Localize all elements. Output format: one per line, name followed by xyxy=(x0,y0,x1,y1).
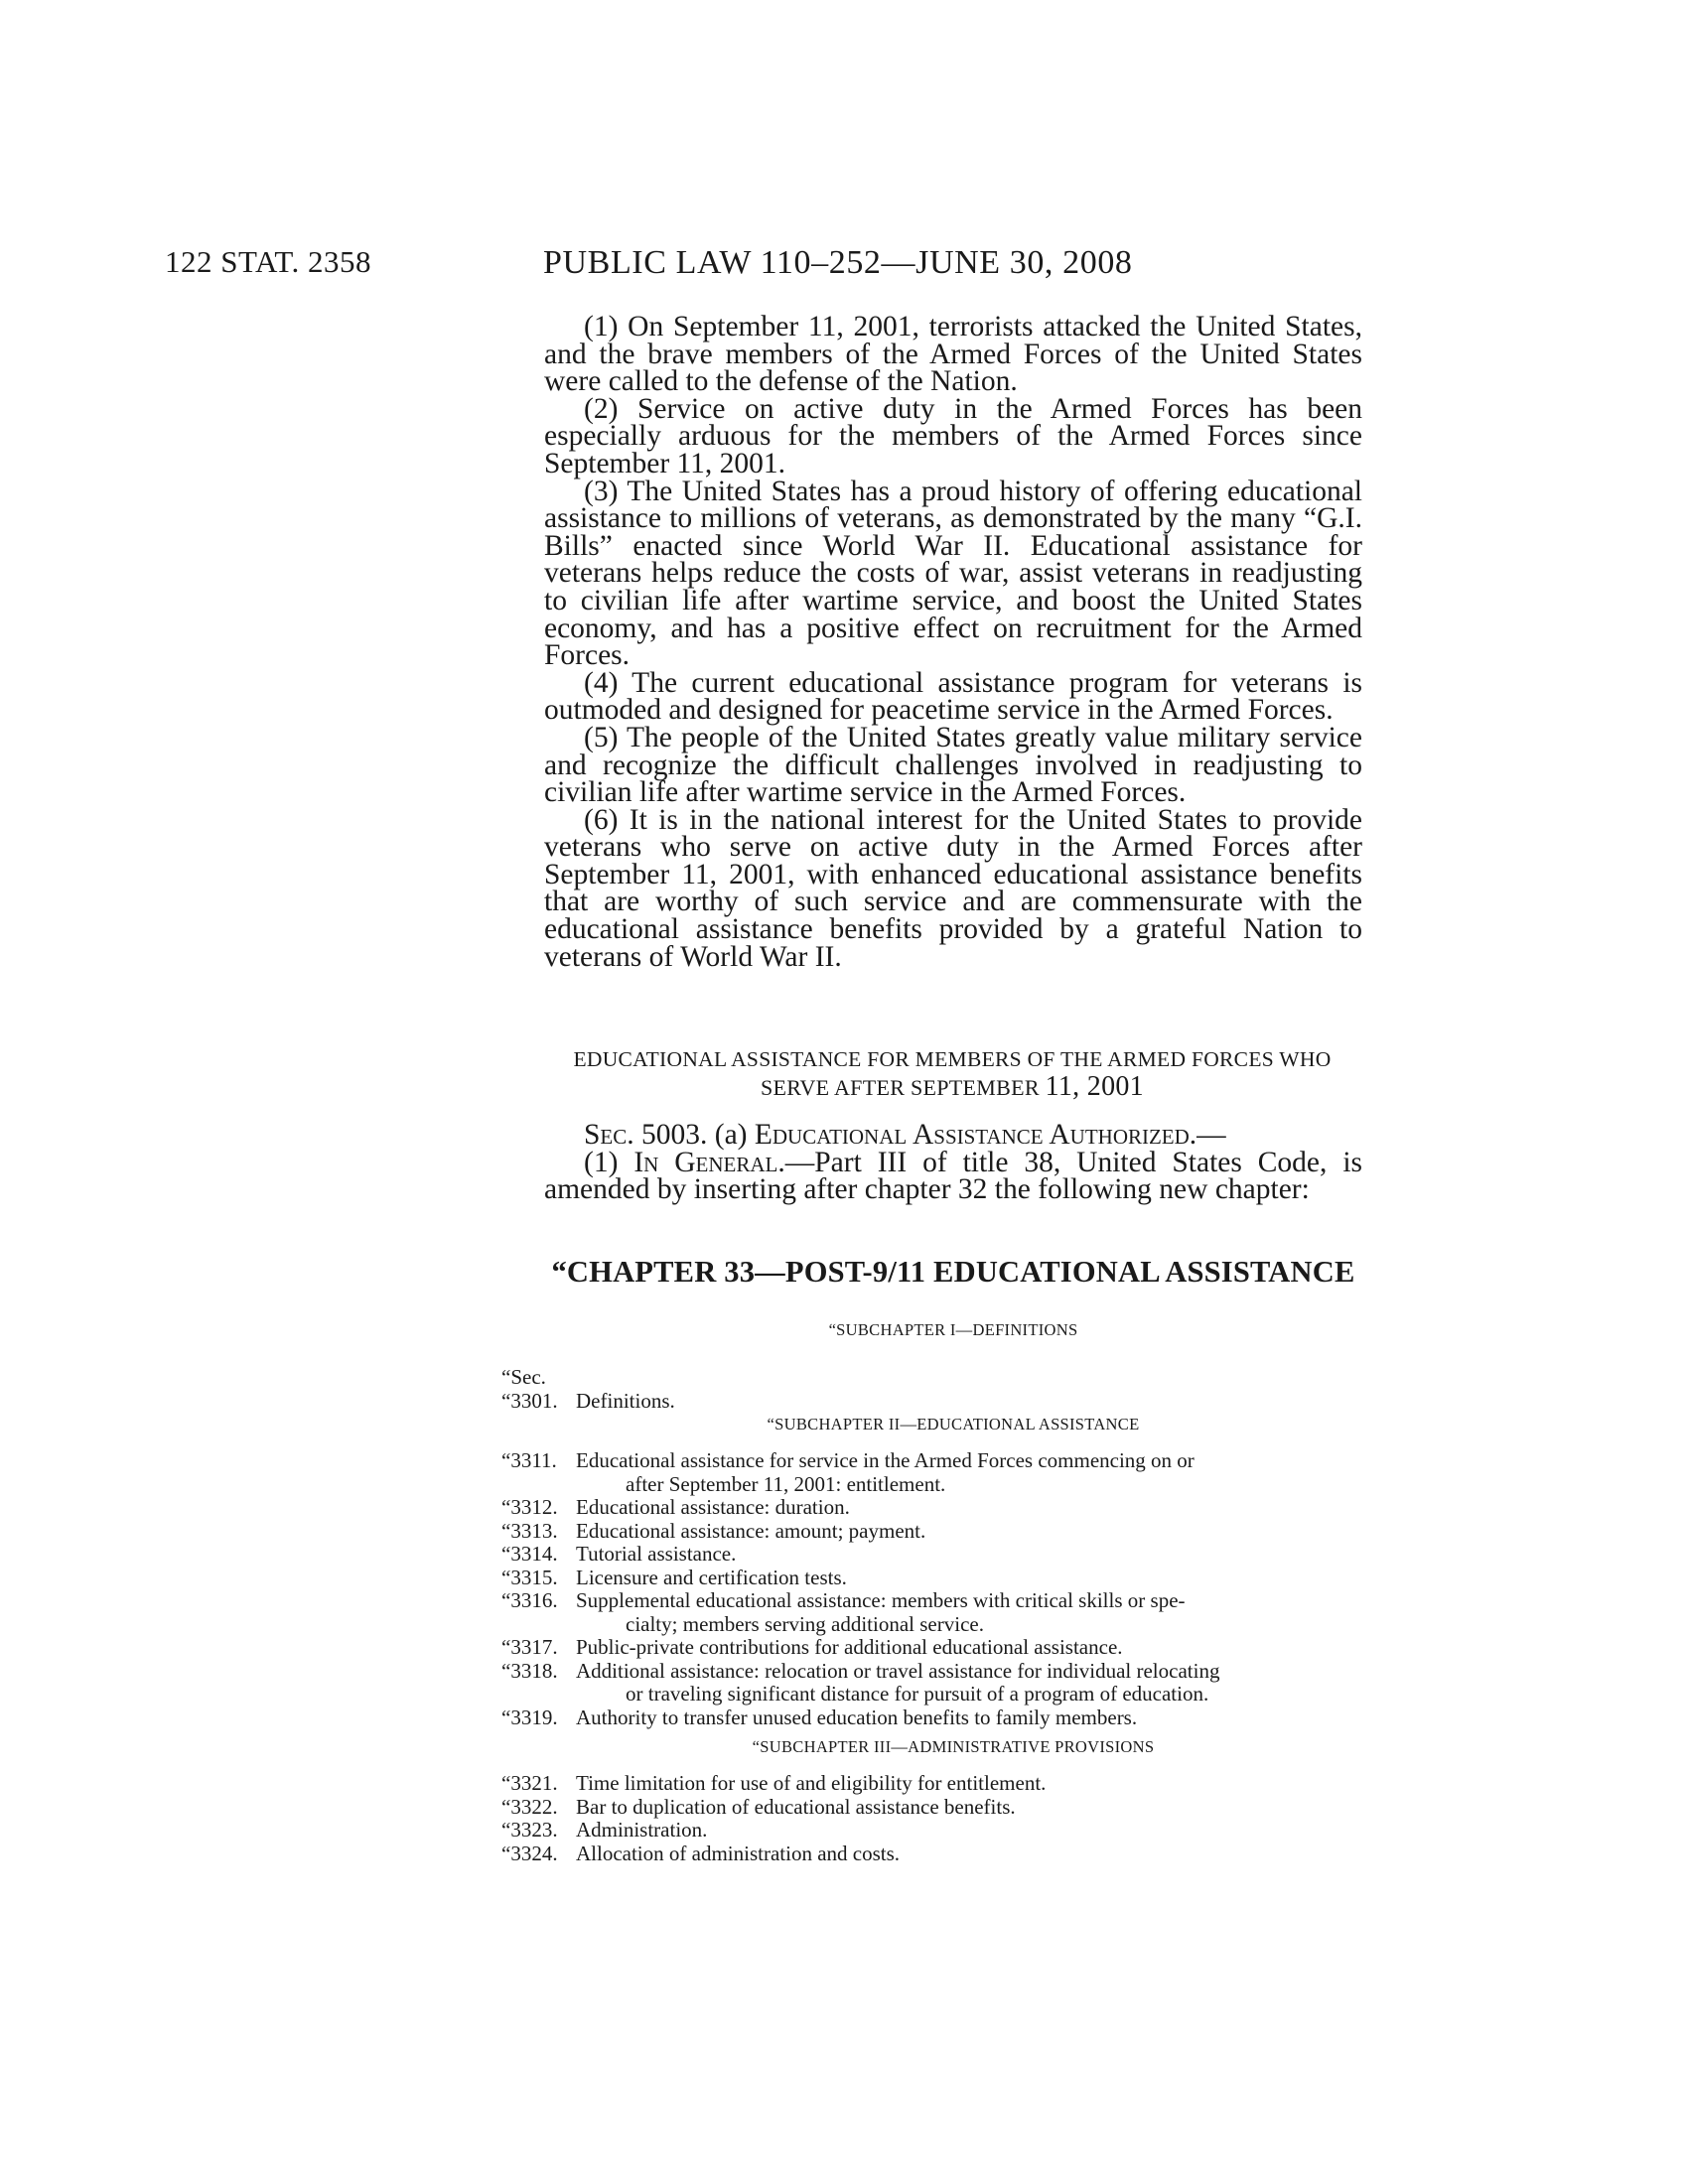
toc-entry-number: “3321. xyxy=(501,1771,558,1795)
toc-entry-text-line2: after September 11, 2001: entitlement. xyxy=(626,1471,946,1496)
toc-entry xyxy=(501,1796,1365,1820)
toc-entry-number: “3318. xyxy=(501,1658,558,1683)
toc-subchapter-1 xyxy=(501,1366,1365,1413)
toc-entry-text: Licensure and certification tests. xyxy=(576,1565,847,1589)
toc-entry xyxy=(501,1449,1365,1496)
toc-entry-number: “3324. xyxy=(501,1841,558,1865)
toc-entry-number: “3311. xyxy=(501,1448,557,1472)
toc-entry xyxy=(501,1636,1365,1660)
chapter-title: “CHAPTER 33—POST-9/11 EDUCATIONAL ASSISTANCE xyxy=(551,1255,1355,1289)
toc-entry-text-line2: or traveling significant distance for pursuit of a program of education. xyxy=(626,1682,1209,1706)
finding-1: (1) On September 11, 2001, terrorists attacked the United States, and the brave members of the Armed Forces of the United States were called to the defense of the Nation. xyxy=(544,311,1362,398)
toc-entry-text-line1: Educational assistance for service in the Armed Forces commencing on or xyxy=(576,1448,1195,1472)
toc-entry-number: “3312. xyxy=(501,1495,558,1519)
toc-entry-text: Authority to transfer unused education benefits to family members. xyxy=(576,1705,1138,1729)
subchapter-3-heading: “SUBCHAPTER III—ADMINISTRATIVE PROVISIONS xyxy=(752,1737,1155,1756)
toc-entry-text xyxy=(576,1449,1365,1496)
subchapter-1-heading: “SUBCHAPTER I—DEFINITIONS xyxy=(828,1320,1078,1339)
statute-reference: 122 STAT. 2358 xyxy=(165,244,372,279)
sec-number: 5003. (a) xyxy=(641,1119,748,1151)
section-heading-line2 xyxy=(484,1073,1421,1102)
toc-entry xyxy=(501,1496,1365,1520)
para1-text: —Part III of title 38, United States Code, is amended by inserting after chapter 32 the following new chapter: xyxy=(544,1146,1362,1206)
toc-entry xyxy=(501,1520,1365,1544)
findings-list xyxy=(544,311,1362,973)
toc-entry xyxy=(501,1390,1365,1414)
finding-6: (6) It is in the national interest for the United States to provide veterans who serve on active duty in the Armed Forces after September 11, 2001, with enhanced educational assistance benefits that are worthy of such service and are commensurate with the educational assistance benefits provided by a grateful Nation to veterans of World War II. xyxy=(544,803,1362,973)
finding-5: (5) The people of the United States greatly value military service and recognize the difficult challenges involved in readjusting to civilian life after wartime service in the Armed Forces. xyxy=(544,721,1362,809)
finding-3: (3) The United States has a proud history of offering educational assistance to millions of veterans, as demonstrated by the many “G.I. Bills” enacted since World War II. Educational assistance for veterans helps reduce the costs of war, assist veterans in readjusting to civilian life after wartime service, and boost the United States economy, and has a positive effect on recruitment for the Armed Forces. xyxy=(544,475,1362,672)
toc-entry xyxy=(501,1543,1365,1567)
sec-label: Sec. xyxy=(584,1119,634,1151)
toc-entry-text: Tutorial assistance. xyxy=(576,1542,737,1566)
section-heading xyxy=(484,1045,1421,1102)
toc-entry xyxy=(501,1660,1365,1706)
toc-sec-label: “Sec. xyxy=(501,1365,546,1389)
finding-4: (4) The current educational assistance program for veterans is outmoded and designed for peacetime service in the Armed Forces. xyxy=(544,666,1362,727)
toc-entry xyxy=(501,1589,1365,1636)
section-heading-line1: EDUCATIONAL ASSISTANCE FOR MEMBERS OF THE ARMED FORCES WHO xyxy=(573,1047,1332,1071)
toc-entry-text-line2: cialty; members serving additional service. xyxy=(626,1611,984,1636)
page-header xyxy=(165,244,1525,290)
law-title: PUBLIC LAW 110–252—JUNE 30, 2008 xyxy=(543,244,1133,281)
toc-entry-text: Educational assistance: duration. xyxy=(576,1495,850,1519)
section-5003 xyxy=(544,1119,1362,1206)
toc-entry-number: “3315. xyxy=(501,1565,558,1589)
toc-entry-text: Definitions. xyxy=(576,1388,675,1413)
toc-entry-number: “3316. xyxy=(501,1588,558,1612)
toc-entry-number: “3323. xyxy=(501,1818,558,1842)
sec-caption: Educational Assistance Authorized.— xyxy=(754,1119,1226,1151)
toc-entry-number: “3314. xyxy=(501,1542,558,1566)
toc-entry-text: Bar to duplication of educational assistance benefits. xyxy=(576,1794,1016,1819)
toc-entry xyxy=(501,1706,1365,1730)
section-intro xyxy=(544,1119,1362,1151)
toc-entry-number: “3317. xyxy=(501,1635,558,1659)
toc-entry-text: Educational assistance: amount; payment. xyxy=(576,1518,926,1543)
toc-entry-text: Allocation of administration and costs. xyxy=(576,1841,901,1865)
toc-entry xyxy=(501,1772,1365,1796)
para1-label: (1) xyxy=(584,1146,619,1178)
toc-entry-text: Time limitation for use of and eligibility for entitlement. xyxy=(576,1771,1047,1795)
section-heading-line2-text: SERVE AFTER SEPTEMBER xyxy=(761,1075,1040,1100)
toc-entry xyxy=(501,1567,1365,1590)
finding-2: (2) Service on active duty in the Armed Forces has been especially arduous for the members of the Armed Forces since September 11, 2001. xyxy=(544,392,1362,479)
toc-entry-number: “3322. xyxy=(501,1794,558,1819)
toc-entry-number: “3313. xyxy=(501,1518,558,1543)
toc-entry xyxy=(501,1843,1365,1866)
toc-entry-text: Public-private contributions for additional educational assistance. xyxy=(576,1635,1123,1659)
toc-entry-text: Administration. xyxy=(576,1818,708,1842)
toc-subchapter-3 xyxy=(501,1772,1365,1865)
toc-subchapter-2 xyxy=(501,1449,1365,1729)
section-paragraph-1 xyxy=(544,1146,1362,1206)
subchapter-2-heading: “SUBCHAPTER II—EDUCATIONAL ASSISTANCE xyxy=(767,1415,1140,1433)
toc-entry-text xyxy=(576,1589,1365,1636)
toc-entry xyxy=(501,1819,1365,1843)
toc-entry-number: “3301. xyxy=(501,1388,558,1413)
section-heading-date: 11, 2001 xyxy=(1045,1071,1144,1102)
toc-entry-number: “3319. xyxy=(501,1705,558,1729)
toc-entry-text-line1: Supplemental educational assistance: members with critical skills or spe- xyxy=(576,1588,1186,1612)
toc-entry-text xyxy=(576,1660,1365,1706)
para1-caption: In General. xyxy=(633,1146,785,1178)
toc-entry-text-line1: Additional assistance: relocation or travel assistance for individual relocating xyxy=(576,1658,1220,1683)
